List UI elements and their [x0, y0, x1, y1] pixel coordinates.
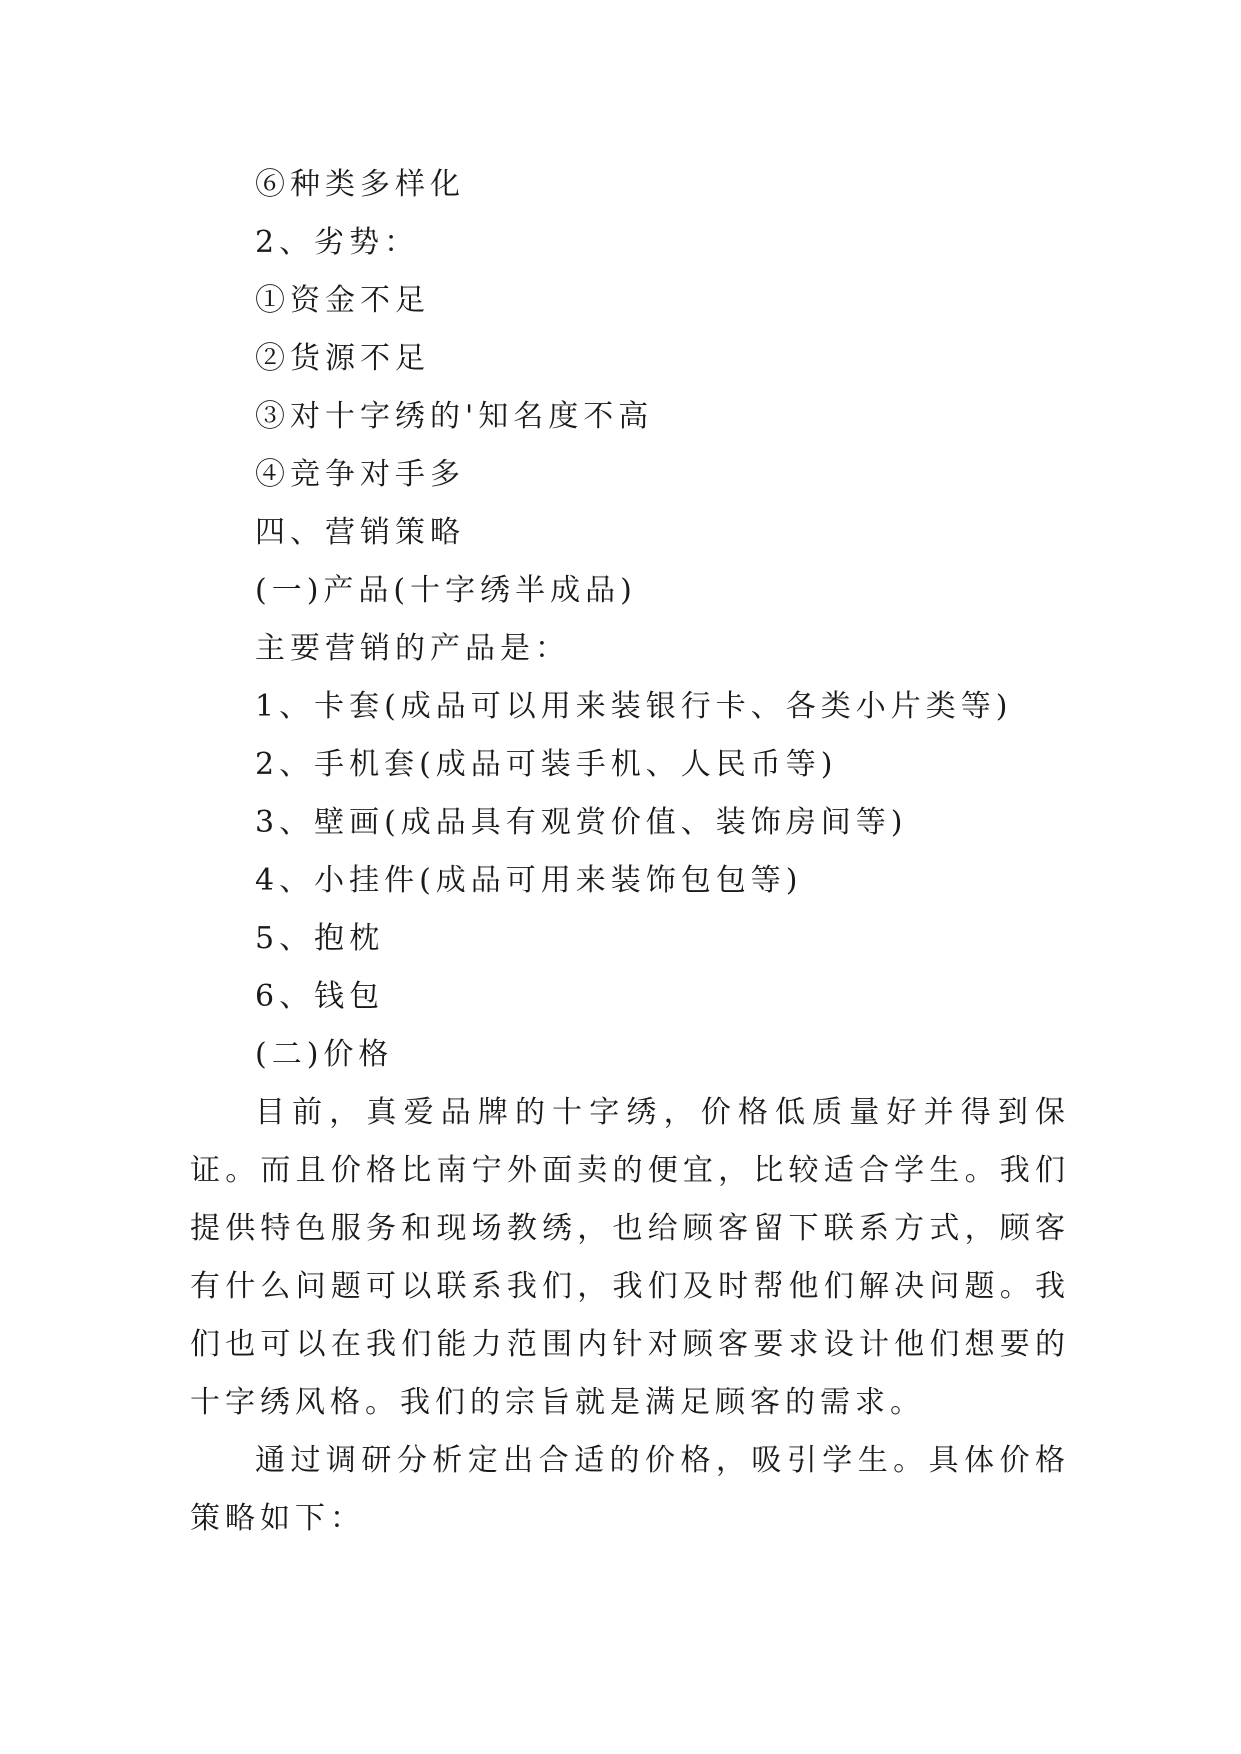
subsection-heading: (二)价格: [255, 1037, 394, 1072]
list-item: 3、壁画(成品具有观赏价值、装饰房间等): [255, 805, 908, 840]
list-item: ⑥种类多样化: [255, 167, 465, 202]
list-item: 2、手机套(成品可装手机、人民币等): [255, 747, 838, 782]
body-paragraph: 通过调研分析定出合适的价格，吸引学生。具体价格策略如下：: [190, 1443, 1070, 1536]
list-item: ②货源不足: [255, 341, 430, 376]
list-item: ③对十字绣的'知名度不高: [255, 399, 654, 434]
document-body: [190, 156, 1070, 1548]
list-item: ④竞争对手多: [255, 457, 465, 492]
section-heading: 四、营销策略: [255, 515, 465, 550]
body-paragraph: 目前，真爱品牌的十字绣，价格低质量好并得到保证。而且价格比南宁外面卖的便宜，比较适合学生。我们提供特色服务和现场教绣，也给顾客留下联系方式，顾客有什么问题可以联系我们，我们及时帮他们解决问题。我们也可以在我们能力范围内针对顾客要求设计他们想要的十字绣风格。我们的宗旨就是满足顾客的需求。: [190, 1095, 1070, 1420]
list-item: 6、钱包: [255, 979, 385, 1014]
text-line: 主要营销的产品是：: [255, 631, 570, 666]
list-item: 1、卡套(成品可以用来装银行卡、各类小片类等): [255, 689, 1013, 724]
subsection-heading: (一)产品(十字绣半成品): [255, 573, 637, 608]
list-item: ①资金不足: [255, 283, 430, 318]
list-item: 5、抱枕: [255, 921, 385, 956]
list-item: 4、小挂件(成品可用来装饰包包等): [255, 863, 803, 898]
section-heading: 2、劣势：: [255, 225, 420, 260]
